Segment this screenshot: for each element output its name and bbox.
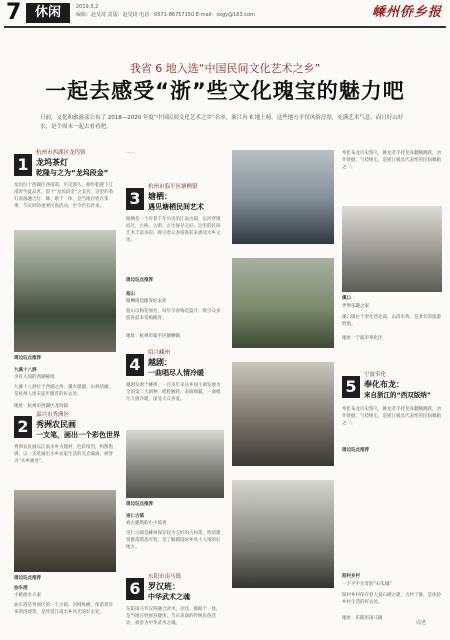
extra-title: 油车港 — [14, 586, 28, 591]
entry-body: 塘栖是一个有着千年历史的江南古镇，运河穿镇而过，古桥、古街、古宅保存完好。这里的民间艺术丰富多彩，吸引着众多游客前来感受水乡文化。 — [126, 217, 221, 243]
entry-5 — [342, 150, 442, 638]
entry-number: 4 — [126, 354, 144, 376]
feature-headline: 一起去感受“浙”些文化瑰宝的魅力吧 — [45, 79, 405, 103]
extra-subtitle: 塘栖周边踏青好去处 — [126, 299, 167, 304]
entry-place: 杭州市临平区塘栖镇 — [148, 184, 198, 190]
entry-subtitle: 遇见塘栖民间艺术 — [148, 203, 204, 211]
feature-lede: 日前，文化和旅游部公布了 2018—2020 年度“中国民间文化艺术之乡”名单，浙江有 6 地上榜。这些地方不仅风俗淳厚，充满艺术气息，而且好山好水，是个周末一起去看看吧。 — [40, 115, 404, 130]
extra-subtitle: 世界乐趣之家 — [342, 304, 369, 309]
extra-subtitle-6: 一个平平无奇的“石头城” — [342, 582, 392, 587]
entry-body: 秀洲农民画以江南水乡为题材，色彩浓烈，构图饱满，以一支笔画出水乡农家生活的点点滴滴，被誉为“水乡画卷”。 — [14, 445, 113, 464]
entry-subtitle: 一曲唱尽人情冷暖 — [148, 369, 204, 377]
entry-4 — [126, 350, 224, 570]
entry-body: 龙坞位于西湖区西南部，历史悠久，相传乾隆下江南曾至此品茗，留下“龙坞段金”之美名。这里的茶灯表演融合灯、舞、歌于一体，是当地百姓在茶事、节庆时的重要民俗活动，至今仍有传承。 — [14, 183, 114, 209]
entry-number: 3 — [126, 188, 144, 210]
extra-body-6: 阳村乡村保存着大量石砌古建，古朴宁静，是体验乡村生活的好去处。 — [342, 593, 441, 605]
entry-title: 越剧： — [148, 358, 172, 367]
entry-title: 罗汉班： — [148, 582, 180, 591]
extra-body: 油车港是秀洲区的一个古镇，河网纵横，保留着许多明清建筑，是欣赏江南水乡风光的好去处。 — [14, 603, 113, 615]
entry-body-2: 奉化布龙历史悠久，舞龙者手持龙身翻腾跳跃，动作矫健，气势恢宏，是浙江极具代表性的民间舞蹈之一。 — [342, 407, 441, 426]
extra-title: 溪口 — [342, 296, 351, 301]
extra-body: 超山以梅花闻名，每年早春梅花盛开，吸引众多游客前来赏梅踏青。 — [126, 309, 221, 321]
extra-subtitle: 少有人知的西湖秘境 — [14, 375, 55, 380]
editor-info: 编辑：赵旻琦 责版：赵旻琦 电话：0571-86757150 E-mail：sxgy@163.com — [76, 12, 255, 18]
entry-subtitle: 一支笔，画出一个彩色世界 — [36, 431, 120, 439]
extra-title: 九溪十八涧 — [14, 368, 37, 373]
corner-credit: 周老 — [416, 620, 427, 626]
paper-logo: 嵊州侨乡报 — [371, 5, 442, 20]
entry-place: 东阳市南马镇 — [148, 574, 182, 580]
extra-title: 超山 — [126, 292, 135, 297]
entry-place: 嘉兴市秀洲区 — [36, 412, 70, 418]
entry-photo — [342, 206, 442, 292]
extra-meta: 地址：杭州市临平区塘栖镇 — [126, 334, 180, 339]
extra-title: 崇仁古镇 — [126, 514, 144, 519]
extra-meta: 地址：杭州市西湖区龙坞镇 — [14, 404, 68, 409]
entry-number: 1 — [14, 154, 32, 176]
section-label: 休闲 — [26, 3, 70, 23]
photo-dance — [232, 362, 334, 466]
extra-body: 溪口镇位于奉化西北部，山清水秀，是著名的旅游胜地。 — [342, 315, 441, 327]
photo-wall — [232, 258, 334, 348]
page-number: 7 — [6, 0, 22, 25]
extra-subtitle: 小桥流水人家 — [14, 593, 41, 598]
feature-subtitle: 我省 6 地入选“中国民间文化艺术之乡” — [129, 62, 321, 75]
extra-body: 崇仁古镇是嵊州保存较为完好的古村落，明清建筑群落错落有致，是了解越剧故乡风土人情的好地方。 — [126, 531, 221, 550]
entry-title: 龙坞茶灯 — [36, 158, 68, 167]
entry-title: 奉化布龙： — [364, 380, 404, 389]
entry-title: 塘栖： — [148, 192, 172, 201]
entry-body: 越剧发源于嵊州，一百多年来从乡间小调发展为全国第二大剧种，唱腔婉转，表演细腻，一曲唱尽人情冷暖，深受大众喜爱。 — [126, 383, 221, 402]
entry-2 — [14, 412, 120, 638]
extra-meta: 地址：宁波市奉化区 — [342, 336, 383, 341]
prev-continuation: …… — [126, 150, 135, 155]
extra-title-6: 阳村乡村 — [342, 574, 360, 579]
entry-body: 东阳南马罗汉班融合武术、杂技、舞蹈于一体，是当地百姓强身健体、节庆表演的传统民俗活动，被誉为中华武术之魂。 — [126, 607, 221, 626]
entry-number: 5 — [342, 376, 360, 398]
entry-photo — [14, 230, 116, 352]
entry-caption: 周边玩点推荐 — [342, 448, 369, 453]
entry-photo — [14, 490, 116, 572]
entry-caption: 周边玩点推荐 — [126, 278, 153, 283]
entry-caption: 周边玩点推荐 — [14, 576, 41, 581]
entry-subtitle: 中华武术之魂 — [148, 593, 190, 601]
entry-subtitle: 乾隆与之为“龙坞段金” — [36, 169, 109, 177]
entry-place: 绍兴嵊州 — [148, 350, 171, 356]
entry-place: 宁波奉化 — [364, 372, 387, 378]
entry-title: 秀洲农民画 — [36, 420, 76, 429]
entry-6 — [126, 574, 224, 638]
col3-photos — [232, 150, 334, 638]
entry-caption: 周边玩点推荐 — [126, 502, 153, 507]
photo-boat — [232, 150, 334, 244]
photo-rowing — [232, 480, 334, 588]
entry-3 — [126, 150, 224, 350]
extra-body: 九溪十八涧位于西湖之西，溪水潺潺，山林清幽，是杭州人周末徒步踏青的好去处。 — [14, 385, 113, 397]
entry-number: 2 — [14, 416, 32, 438]
extra-meta-6: 地址：东阳市南马镇 — [342, 616, 383, 621]
entry-caption: 周边玩点推荐 — [14, 356, 41, 361]
entry-number: 6 — [126, 578, 144, 600]
entry-photo — [126, 430, 224, 498]
entry5-lead: 奉化布龙历史悠久，舞龙者手持龙身翻腾跳跃，动作矫健，气势恢宏，是浙江极具代表性的民间舞蹈之一。 — [342, 151, 441, 170]
entry-place: 杭州市西湖区龙坞镇 — [36, 150, 86, 156]
issue-date: 2019.3.2 — [76, 4, 99, 10]
masthead — [0, 0, 450, 28]
masthead-rule — [4, 26, 446, 28]
entry-subtitle: 来自浙江的“西双版纳” — [364, 391, 432, 399]
extra-subtitle: 看古建筑的小小惊喜 — [126, 521, 167, 526]
